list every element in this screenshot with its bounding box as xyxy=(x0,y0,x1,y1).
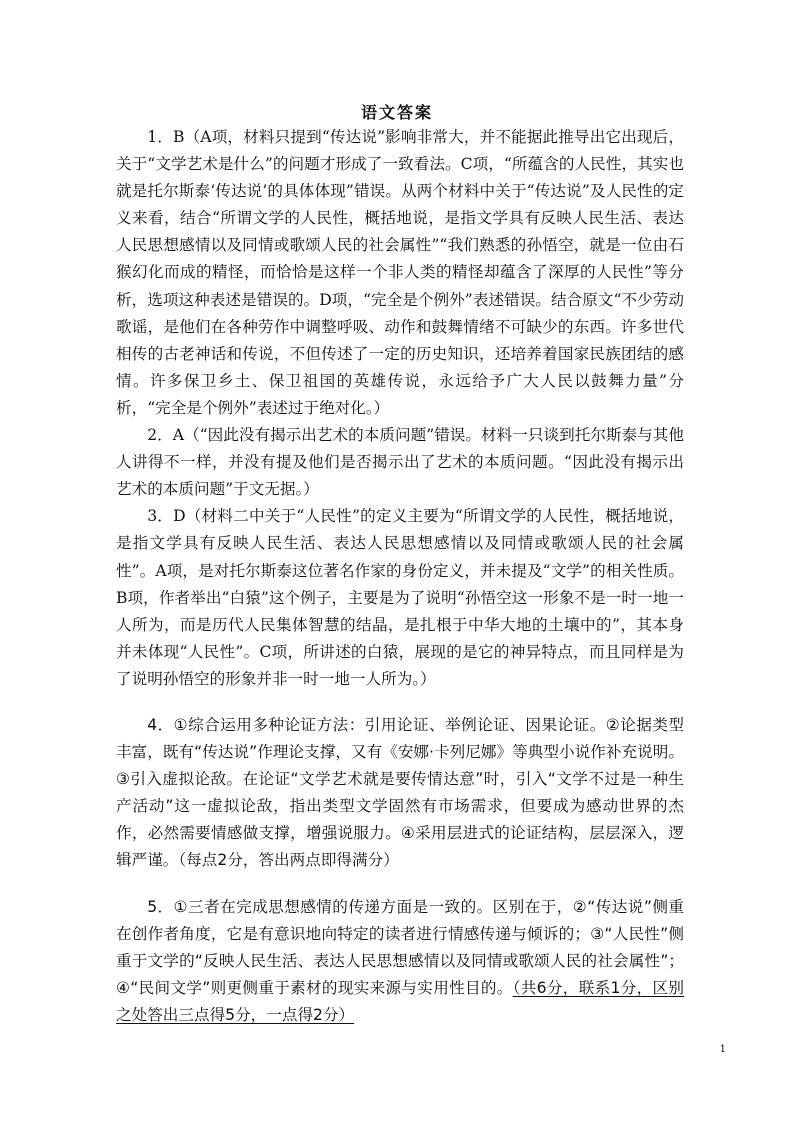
answer-5-score-note: （共6分，联系1分，区别之处答出三点得5分，一点得2分） xyxy=(116,978,685,1024)
page-number: 1 xyxy=(719,1044,726,1055)
page-title: 语文答案 xyxy=(360,103,433,122)
answer-3: 3．D（材料二中关于“人民性”的定义主要为“所谓文学的人民性，概括地说，是指文学具有反映人民生活、表达人民思想感情以及同情或歌颂人民的社会属性”。A项，是对托尔斯泰这位著名作家的身份定义，并未提及“文学”的相关性质。B项，作者举出“白猿”这个例子，主要是为了说明“孙悟空这一形象不是一时一地一人所为，而是历代人民集体智慧的结晶，是扎根于中华大地的土壤中的”，其本身并未体现“人民性”。C项，所讲述的白猿，展现的是它的神异特点，而且同样是为了说明孙悟空的形象并非一时一地一人所为。） xyxy=(116,507,684,688)
spacer xyxy=(116,693,684,712)
answer-1: 1．B（A项，材料只提到“传达说”影响非常大，并不能据此推导出它出现后，关于“文学艺术是什么”的问题才形成了一致看法。C项，“所蕴含的人民性，其实也就是托尔斯泰‘传达说’的具体体现”错误。从两个材料中关于“传达说”及人民性的定义来看，结合“所谓文学的人民性，概括地说，是指文学具有反映人民生活、表达人民思想感情以及同情或歌颂人民的社会属性”“我们熟悉的孙悟空，就是一位由石猴幻化而成的精怪，而恰恰是这样一个非人类的精怪却蕴含了深厚的人民性”等分析，选项这种表述是错误的。D项，“完全是个例外”表述错误。结合原文“不少劳动歌谣，是他们在各种劳作中调整呼吸、动作和鼓舞情绪不可缺少的东西。许多世代相传的古老神话和传说，不但传述了一定的历史知识，还培养着国家民族团结的感情。许多保卫乡土、保卫祖国的英雄传说，永远给予广大人民以鼓舞力量”分析，“完全是个例外”表述过于绝对化。） xyxy=(116,128,684,417)
spacer xyxy=(116,875,684,894)
answer-2: 2．A（“因此没有揭示出艺术的本质问题”错误。材料一只谈到托尔斯泰与其他人讲得不一样，并没有提及他们是否揭示出了艺术的本质问题。“因此没有揭示出艺术的本质问题”于文无据。） xyxy=(116,426,684,499)
answer-5 xyxy=(116,894,684,1029)
answer-5-main: 5．①三者在完成思想感情的传递方面是一致的。区别在于，②“传达说”侧重在创作者角度，它是有意识地向特定的读者进行情感传递与倾诉的；③“人民性”侧重于文学的“反映人民生活、表达人民思想感情以及同情或歌颂人民的社会属性”；④“民间文学”则更侧重于素材的现实来源与实用性目的。 xyxy=(116,897,684,997)
answer-4: 4．①综合运用多种论证方法：引用论证、举例论证、因果论证。②论据类型丰富，既有“传达说”作理论支撑，又有《安娜·卡列尼娜》等典型小说作补充说明。③引入虚拟论敌。在论证“文学艺术就是要传情达意”时，引入“文学不过是一种生产活动”这一虚拟论敌，指出类型文学固然有市场需求，但要成为感动世界的杰作，必然需要情感做支撑，增强说服力。④采用层进式的论证结构，层层深入，逻辑严谨。（每点2分，答出两点即得满分） xyxy=(116,715,684,870)
answers-content xyxy=(116,124,684,1029)
